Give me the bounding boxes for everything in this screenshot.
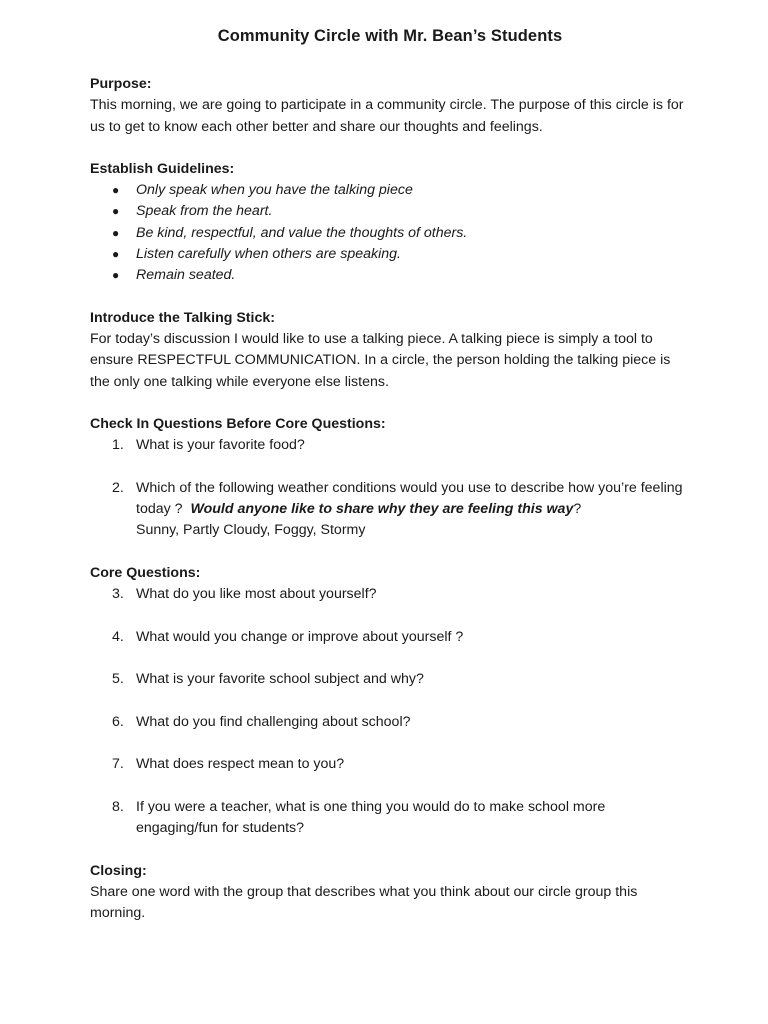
guidelines-heading: Establish Guidelines: bbox=[90, 160, 235, 177]
check-in-section bbox=[90, 414, 690, 542]
document-page bbox=[90, 26, 690, 945]
question-number: 4. bbox=[112, 628, 124, 645]
document-title: Community Circle with Mr. Bean’s Students bbox=[217, 27, 563, 45]
question-text: Which of the following weather conditions would you use to describe how you’re feeling today ? bbox=[136, 479, 683, 518]
question-emphasis: Would anyone like to share why they are feeling this way bbox=[190, 501, 574, 518]
question-text: What is your favorite school subject and why? bbox=[136, 671, 424, 688]
guideline-text: Speak from the heart. bbox=[136, 203, 273, 220]
question-text: What do you find challenging about school? bbox=[136, 713, 411, 730]
weather-options: Sunny, Partly Cloudy, Foggy, Stormy bbox=[136, 522, 366, 539]
guideline-item bbox=[90, 244, 690, 265]
question-item bbox=[90, 712, 690, 733]
question-item bbox=[90, 627, 690, 648]
guideline-item bbox=[90, 180, 690, 201]
check-in-heading: Check In Questions Before Core Questions: bbox=[90, 415, 386, 432]
guidelines-list bbox=[90, 180, 690, 286]
question-number: 1. bbox=[112, 437, 124, 454]
closing-heading: Closing: bbox=[90, 862, 147, 879]
check-in-list bbox=[90, 435, 690, 541]
guideline-item bbox=[90, 223, 690, 244]
purpose-text: This morning, we are going to participate in a community circle. The purpose of this circle is for us to get to know each other better and share our thoughts and feelings. bbox=[90, 97, 684, 135]
question-number: 3. bbox=[112, 585, 124, 602]
question-number: 8. bbox=[112, 798, 124, 815]
question-item bbox=[90, 584, 690, 605]
purpose-section bbox=[90, 74, 690, 138]
talking-stick-text: For today’s discussion I would like to use a talking piece. A talking piece is simply a tool to ensure RESPECTFUL COMMUNICATION. In a circle, the person holding the talking piece is the only one talking while everyone else listens. bbox=[90, 330, 671, 390]
question-text: What is your favorite food? bbox=[136, 437, 305, 454]
question-item bbox=[90, 478, 690, 542]
question-item bbox=[90, 669, 690, 690]
guideline-text: Be kind, respectful, and value the thoughts of others. bbox=[136, 224, 468, 241]
guideline-text: Listen carefully when others are speaking. bbox=[136, 246, 401, 263]
closing-section bbox=[90, 861, 690, 925]
talking-stick-section bbox=[90, 308, 690, 393]
core-heading: Core Questions: bbox=[90, 564, 201, 581]
guideline-item bbox=[90, 201, 690, 222]
guideline-item bbox=[90, 265, 690, 286]
question-text: What do you like most about yourself? bbox=[136, 585, 377, 602]
guideline-text: Remain seated. bbox=[136, 267, 236, 284]
question-number: 5. bbox=[112, 671, 124, 688]
core-list bbox=[90, 584, 690, 840]
bullet-icon: ● bbox=[112, 268, 120, 283]
question-item bbox=[90, 435, 690, 456]
question-number: 6. bbox=[112, 713, 124, 730]
question-item bbox=[90, 754, 690, 775]
question-text: What does respect mean to you? bbox=[136, 756, 345, 773]
closing-text: Share one word with the group that describes what you think about our circle group this morning. bbox=[90, 883, 638, 922]
question-item bbox=[90, 797, 690, 840]
talking-stick-heading: Introduce the Talking Stick: bbox=[90, 309, 275, 326]
bullet-icon: ● bbox=[112, 247, 120, 262]
purpose-heading: Purpose: bbox=[90, 76, 152, 92]
core-section bbox=[90, 563, 690, 840]
guideline-text: Only speak when you have the talking piece bbox=[136, 182, 413, 199]
question-text: If you were a teacher, what is one thing you would do to make school more engaging/fun for students? bbox=[136, 798, 606, 837]
question-number: 2. bbox=[112, 479, 124, 496]
bullet-icon: ● bbox=[112, 225, 120, 240]
question-number: 7. bbox=[112, 756, 124, 773]
question-text: What would you change or improve about yourself ? bbox=[136, 628, 464, 645]
question-mark: ? bbox=[573, 501, 582, 518]
bullet-icon: ● bbox=[112, 183, 120, 198]
guidelines-section bbox=[90, 159, 690, 287]
bullet-icon: ● bbox=[112, 204, 120, 219]
